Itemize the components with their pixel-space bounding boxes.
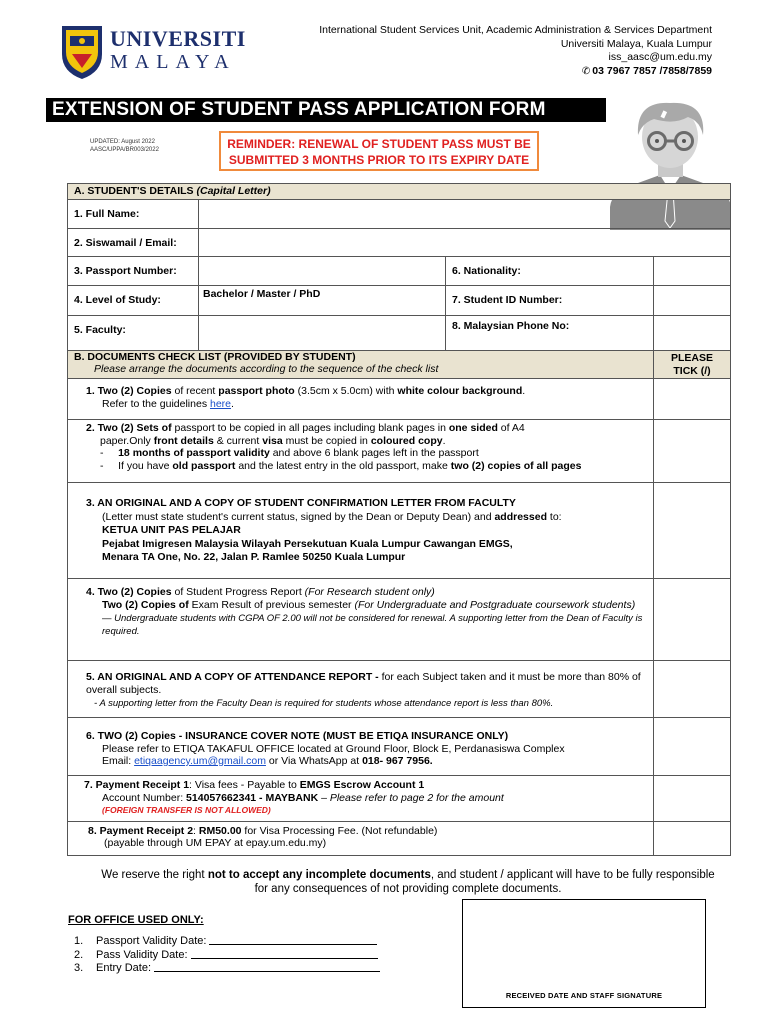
office-use-title: FOR OFFICE USED ONLY:: [68, 914, 204, 926]
level-row: [68, 286, 731, 316]
section-b-heading: B. DOCUMENTS CHECK LIST (PROVIDED BY STUDENT) Please arrange the documents according to the sequence of the check list: [68, 351, 654, 379]
section-b-subheading: Please arrange the documents according to the sequence of the check list: [94, 363, 439, 375]
nationality-label: 6. Nationality:: [446, 257, 654, 286]
tick-box-8[interactable]: [654, 821, 731, 855]
passport-label: 3. Passport Number:: [68, 257, 199, 286]
tick-box-2[interactable]: [654, 420, 731, 483]
logo-text-universiti: UNIVERSITI: [110, 26, 246, 51]
office-item-entry-date: 3. Entry Date:: [74, 962, 380, 976]
signature-box[interactable]: [462, 899, 706, 1008]
contact-email: iss_aasc@um.edu.my: [608, 51, 712, 63]
phone-field[interactable]: [654, 316, 731, 351]
reminder-line-2: SUBMITTED 3 MONTHS PRIOR TO ITS EXPIRY DATE: [228, 153, 530, 167]
reminder-line-1: REMINDER: RENEWAL OF STUDENT PASS MUST BE: [227, 137, 531, 151]
level-label: 4. Level of Study:: [68, 286, 199, 316]
logo-text-malaya: MALAYA: [110, 51, 236, 73]
level-options[interactable]: Bachelor / Master / PhD: [199, 286, 446, 316]
attendance-note: - A supporting letter from the Faculty Dean is required for students whose attendance report is less than 80%.: [94, 698, 554, 709]
entry-date-line[interactable]: [154, 962, 380, 972]
faculty-row: [68, 316, 731, 351]
passport-field[interactable]: [199, 257, 446, 286]
email-row: [68, 229, 731, 257]
checklist-item-7: 7. Payment Receipt 1: Visa fees - Payable to EMGS Escrow Account 1 Account Number: 514057662341 - MAYBANK – Please refer to page 2 for the amount (FOREIGN TRANSFER IS NOT ALLOWED): [68, 776, 731, 822]
checklist-item-6: 6. TWO (2) Copies - INSURANCE COVER NOTE (MUST BE ETIQA INSURANCE ONLY) Please refer to ETIQA TAKAFUL OFFICE located at Ground Floor, Block E, Perdanasiswa Complex Email: etiqaagency.um@gmail.com or Via WhatsApp at 018- 967 7956.: [68, 718, 731, 776]
passport-row: [68, 257, 731, 286]
department-name: International Student Services Unit, Academic Administration & Services Department: [319, 24, 712, 36]
updated-note: [90, 139, 159, 154]
pass-validity-line[interactable]: [191, 949, 378, 959]
contact-block: [319, 24, 712, 78]
checklist-item-1: 1. Two (2) Copies of recent passport photo (3.5cm x 5.0cm) with white colour background. Refer to the guidelines here.: [68, 379, 731, 420]
application-form-table: [67, 183, 731, 856]
tick-box-5[interactable]: [654, 661, 731, 718]
guidelines-link[interactable]: here: [209, 397, 231, 410]
university-location: Universiti Malaya, Kuala Lumpur: [560, 37, 712, 50]
student-id-label: 7. Student ID Number:: [446, 286, 654, 316]
form-title: EXTENSION OF STUDENT PASS APPLICATION FORM: [46, 98, 606, 122]
office-use-list: [74, 935, 380, 976]
disclaimer-text: We reserve the right not to accept any incomplete documents, and student / applicant will have to be fully responsible for any consequences of not providing complete documents.: [101, 869, 715, 895]
tick-box-4[interactable]: [654, 579, 731, 661]
checklist-item-2: 2. Two (2) Sets of passport to be copied in all pages including blank pages in one sided of A4 paper.Only front details & current visa must be copied in coloured copy. - 18 months of passport validity and above 6 blank pages left in the passport - If you have old passport and the latest entry in the old passport, make two (2) copies of all pages: [68, 420, 731, 483]
phone-label: 8. Malaysian Phone No:: [446, 316, 654, 351]
checklist-item-5: 5. AN ORIGINAL AND A COPY OF ATTENDANCE REPORT - for each Subject taken and it must be more than 80% of overall subjects. - A supporting letter from the Faculty Dean is required for students whose attendance report is less than 80%.: [68, 661, 731, 718]
full-name-field[interactable]: [199, 200, 731, 229]
reminder-box: [219, 131, 539, 171]
tick-column-header: PLEASE TICK (/): [654, 351, 731, 379]
checklist-item-8: 8. Payment Receipt 2: RM50.00 for Visa Processing Fee. (Not refundable) (payable through UM EPAY at epay.um.edu.my): [68, 821, 731, 855]
office-item-pass-validity: 2. Pass Validity Date:: [74, 949, 380, 963]
tick-box-3[interactable]: [654, 483, 731, 579]
university-logo: [60, 24, 246, 82]
crest-icon: [60, 24, 104, 80]
email-label: 2. Siswamail / Email:: [68, 229, 199, 257]
section-b-header-row: [68, 351, 731, 379]
phone-icon: ✆: [581, 65, 591, 77]
tick-box-7[interactable]: [654, 776, 731, 822]
full-name-row: [68, 200, 731, 229]
section-a-header-row: [68, 184, 731, 200]
foreign-transfer-warning: (FOREIGN TRANSFER IS NOT ALLOWED): [102, 805, 271, 815]
contact-phone: 03 7967 7857 /7858/7859: [592, 64, 712, 77]
section-a-heading: A. STUDENT'S DETAILS (Capital Letter): [68, 184, 731, 200]
updated-date: UPDATED: August 2022: [90, 139, 155, 145]
faculty-field[interactable]: [199, 316, 446, 351]
signature-label: RECEIVED DATE AND STAFF SIGNATURE: [505, 991, 663, 1000]
email-field[interactable]: [199, 229, 731, 257]
reference-code: AASC/UPPA/BR003/2022: [90, 146, 159, 153]
office-item-passport-validity: 1. Passport Validity Date:: [74, 935, 380, 949]
tick-box-1[interactable]: [654, 379, 731, 420]
checklist-item-4: 4. Two (2) Copies of Student Progress Report (For Research student only) Two (2) Copies of Exam Result of previous semester (For Undergraduate and Postgraduate coursework students) — Undergraduate students with CGPA OF 2.00 will not be considered for renewal. A supporting letter from the Dean of Faculty is required.: [68, 579, 731, 661]
checklist-item-3: 3. AN ORIGINAL AND A COPY OF STUDENT CONFIRMATION LETTER FROM FACULTY (Letter must state student's current status, signed by the Dean or Deputy Dean) and addressed to: KETUA UNIT PAS PELAJAR Pejabat Imigresen Malaysia Wilayah Persekutuan Kuala Lumpur Cawangan EMGS, Menara TA One, No. 22, Jalan P. Ramlee 50250 Kuala Lumpur: [68, 483, 731, 579]
passport-validity-line[interactable]: [209, 935, 377, 945]
etiqa-email-link[interactable]: etiqaagency.um@gmail.com: [134, 755, 266, 767]
faculty-label: 5. Faculty:: [68, 316, 199, 351]
tick-box-6[interactable]: [654, 718, 731, 776]
cgpa-note: — Undergraduate students with CGPA OF 2.00 will not be considered for renewal. A supporting letter from the Dean of Faculty is required.: [102, 613, 643, 637]
nationality-field[interactable]: [654, 257, 731, 286]
full-name-label: 1. Full Name:: [68, 200, 199, 229]
student-id-field[interactable]: [654, 286, 731, 316]
